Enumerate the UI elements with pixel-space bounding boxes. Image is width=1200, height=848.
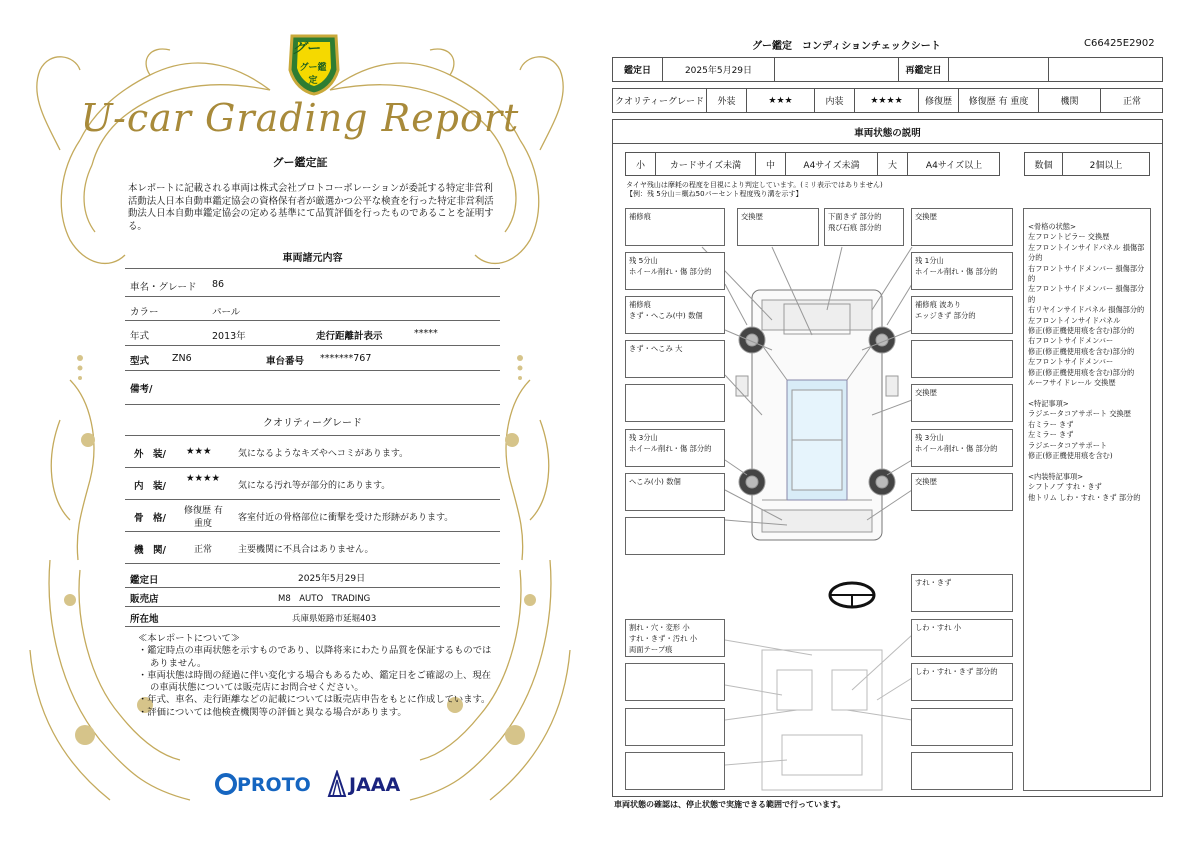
badge-label: グー鑑定 bbox=[299, 63, 327, 86]
note-item: ・年式、車名、走行距離などの記載については販売店申告をもとに作成しています。 bbox=[138, 694, 491, 706]
diagram-box: きず・へこみ 大 bbox=[625, 340, 725, 378]
jaaa-logo-text: JAAA bbox=[349, 774, 401, 796]
jaaa-logo-icon bbox=[327, 770, 347, 798]
mileage-value: ***** bbox=[414, 328, 438, 339]
diagram-box bbox=[625, 708, 725, 746]
diagram-box bbox=[625, 663, 725, 701]
repair-value: 修復歴 有 重度 bbox=[959, 89, 1039, 112]
exterior-label: 外 装/ bbox=[134, 449, 166, 460]
quality-label: クオリティーグレード bbox=[613, 89, 707, 112]
diagram-box: 交換歴 bbox=[911, 208, 1013, 246]
tire-note-2: 【例：残 5分山＝概ね50パーセント程度残り溝を示す】 bbox=[626, 190, 803, 198]
address-value: 兵庫県姫路市延堀403 bbox=[292, 614, 377, 624]
diagram-box bbox=[911, 340, 1013, 378]
chassis-value: *******767 bbox=[320, 353, 372, 364]
color-value: パール bbox=[212, 307, 241, 318]
diagram-box bbox=[625, 384, 725, 422]
quality-heading: クオリティーグレード bbox=[263, 418, 362, 429]
repair-label: 修復歴 bbox=[919, 89, 959, 112]
diagram-box bbox=[911, 752, 1013, 790]
model-label: 型式 bbox=[130, 356, 150, 367]
tire-note-1: タイヤ残山は摩耗の程度を目視により判定しています。(ミリ表示ではありません) bbox=[626, 181, 883, 189]
frame-label: 骨 格/ bbox=[134, 513, 166, 524]
proto-logo-text: PROTO bbox=[237, 774, 311, 796]
car-name-label: 車名・グレード bbox=[130, 282, 197, 293]
diagram-box: 補修痕 きず・へこみ(中) 数個 bbox=[625, 296, 725, 334]
model-value: ZN6 bbox=[172, 353, 192, 364]
int-label: 内装 bbox=[815, 89, 855, 112]
legend-count-desc: 2個以上 bbox=[1089, 160, 1123, 171]
year-label: 年式 bbox=[130, 331, 150, 342]
sheet-id: C66425E2902 bbox=[1084, 38, 1155, 49]
diagram-box bbox=[911, 708, 1013, 746]
legend-large: 大 bbox=[878, 153, 908, 175]
chassis-label: 車台番号 bbox=[266, 356, 305, 367]
diagram-box: 補修痕 bbox=[625, 208, 725, 246]
footer-note: 車両状態の確認は、停止状態で実施できる範囲で行っています。 bbox=[614, 800, 846, 809]
condition-heading: 車両状態の説明 bbox=[854, 128, 921, 139]
year-value: 2013年 bbox=[212, 331, 246, 342]
frame-value-1: 修復歴 有 bbox=[184, 506, 223, 516]
diagram-box: 割れ・穴・変形 小 すれ・きず・汚れ 小 両面テープ痕 bbox=[625, 619, 725, 657]
spec-heading: 車両諸元内容 bbox=[282, 253, 343, 264]
date-value: 2025年5月29日 bbox=[298, 574, 366, 584]
redate-label: 再鑑定日 bbox=[899, 58, 949, 81]
address-label: 所在地 bbox=[130, 614, 159, 625]
diagram-box bbox=[625, 517, 725, 555]
interior-label: 内 装/ bbox=[134, 481, 166, 492]
remarks-label: 備考/ bbox=[130, 384, 153, 395]
exterior-desc: 気になるようなキズやヘコミがあります。 bbox=[238, 449, 409, 459]
steering-wheel-icon bbox=[830, 583, 874, 607]
date-label: 鑑定日 bbox=[130, 575, 159, 586]
engine-desc: 主要機関に不具合はありません。 bbox=[238, 545, 374, 555]
frame-desc: 客室付近の骨格部位に衝撃を受けた形跡があります。 bbox=[238, 513, 454, 523]
frame-value-2: 重度 bbox=[194, 519, 213, 529]
diagram-box: 交換歴 bbox=[911, 473, 1013, 511]
diagram-box: 交換歴 bbox=[911, 384, 1013, 422]
legend-small-desc: カードサイズ未満 bbox=[656, 153, 756, 175]
interior-desc: 気になる汚れ等が部分的にあります。 bbox=[238, 481, 391, 491]
intro-text: 本レポートに記載される車両は株式会社プロトコーポレーションが委託する特定非営利活動法人日本自動車鑑定協会の資格保有者が厳選かつ公平な検査を行った特定非営利活動法人日本自動車鑑定協会の定める基準にて品質評価を行ったものであることを証明する。 bbox=[128, 183, 494, 232]
certificate-subtitle: グー鑑定証 bbox=[272, 156, 328, 169]
engine-value: 正常 bbox=[194, 545, 213, 555]
date-label: 鑑定日 bbox=[613, 58, 663, 81]
legend-small: 小 bbox=[626, 153, 656, 175]
engine-label: 機 関/ bbox=[134, 545, 166, 556]
diagram-box: 残 1分山 ホイール削れ・傷 部分的 bbox=[911, 252, 1013, 290]
badge-logo-text: グー bbox=[292, 41, 320, 57]
legend-large-desc: A4サイズ以上 bbox=[925, 160, 983, 171]
dealer-label: 販売店 bbox=[130, 594, 159, 605]
count-legend bbox=[1024, 152, 1150, 176]
legend-mid-desc: A4サイズ未満 bbox=[786, 153, 878, 175]
report-notes bbox=[138, 633, 498, 719]
quality-row bbox=[612, 88, 1163, 113]
engine-label: 機関 bbox=[1039, 89, 1101, 112]
note-item: ・鑑定時点の車両状態を示すものであり、以降将来にわたり品質を保証するものではありません。 bbox=[138, 645, 492, 669]
diagram-box: しわ・すれ・きず 部分的 bbox=[911, 663, 1013, 701]
diagram-box: 残 3分山 ホイール削れ・傷 部分的 bbox=[625, 429, 725, 467]
footer-logos bbox=[215, 770, 415, 800]
diagram-box: 交換歴 bbox=[737, 208, 819, 246]
mileage-label: 走行距離計表示 bbox=[316, 331, 383, 342]
ext-label: 外装 bbox=[707, 89, 747, 112]
note-item: ・車両状態は時間の経過に伴い変化する場合もあるため、鑑定日をご確認の上、現在の車両状態については販売店にお問合せください。 bbox=[138, 669, 491, 694]
condition-summary bbox=[1023, 208, 1151, 791]
date-value: 2025年5月29日 bbox=[663, 58, 775, 81]
dealer-value: M8 AUTO TRADING bbox=[278, 594, 371, 604]
diagram-box: しわ・すれ 小 bbox=[911, 619, 1013, 657]
sheet-title: グー鑑定 コンディションチェックシート bbox=[752, 41, 941, 52]
diagram-box: へこみ(小) 数個 bbox=[625, 473, 725, 511]
diagram-box: 残 5分山 ホイール削れ・傷 部分的 bbox=[625, 252, 725, 290]
engine-value: 正常 bbox=[1122, 97, 1141, 107]
report-title: U-car Grading Report bbox=[80, 96, 520, 140]
note-item: ・評価については他検査機関等の評価と異なる場合があります。 bbox=[138, 706, 407, 718]
diagram-box: 残 3分山 ホイール削れ・傷 部分的 bbox=[911, 429, 1013, 467]
proto-logo-icon bbox=[215, 772, 237, 796]
size-legend bbox=[625, 152, 1000, 176]
car-name-value: 86 bbox=[212, 279, 225, 290]
summary-text: <骨格の状態> 左フロントピラー 交換歴 左フロントインサイドパネル 損傷部分的 右フロントサイドメンバー 損傷部分的 左フロントサイドメンバー 損傷部分的 右リヤインサイドパネル 損傷部分的 左フロントインサイドパネル 修正(修正機使用痕を含む)部分的 右フロントサイドメンバー 修正(修正機使用痕を含む)部分的 左フロントサイドメンバー 修正(修正機使用痕を含む)部分的 ルーフサイドレール 交換歴 <特記事項> ラジエータコアサポート 交換歴 右ミラー きず 左ミラー きず ラジエータコアサポート 修正(修正機使用痕を含む) <内装特記事項> シフトノブ すれ・きず 他トリム しわ・すれ・きず 部分的 bbox=[1028, 222, 1145, 502]
ext-stars: ★★★ bbox=[747, 89, 815, 112]
exterior-stars: ★★★ bbox=[186, 446, 212, 457]
int-stars: ★★★★ bbox=[855, 89, 919, 112]
legend-count: 数個 bbox=[1025, 153, 1063, 175]
diagram-box bbox=[625, 752, 725, 790]
color-label: カラー bbox=[130, 307, 159, 318]
diagram-box: 下面きず 部分的 飛び石痕 部分的 bbox=[824, 208, 904, 246]
diagram-box: 補修痕 波あり エッジきず 部分的 bbox=[911, 296, 1013, 334]
diagram-box: すれ・きず bbox=[911, 574, 1013, 612]
notes-title: ≪本レポートについて≫ bbox=[138, 633, 241, 644]
date-row bbox=[612, 57, 1163, 82]
interior-stars: ★★★★ bbox=[186, 473, 221, 484]
legend-mid: 中 bbox=[756, 153, 786, 175]
